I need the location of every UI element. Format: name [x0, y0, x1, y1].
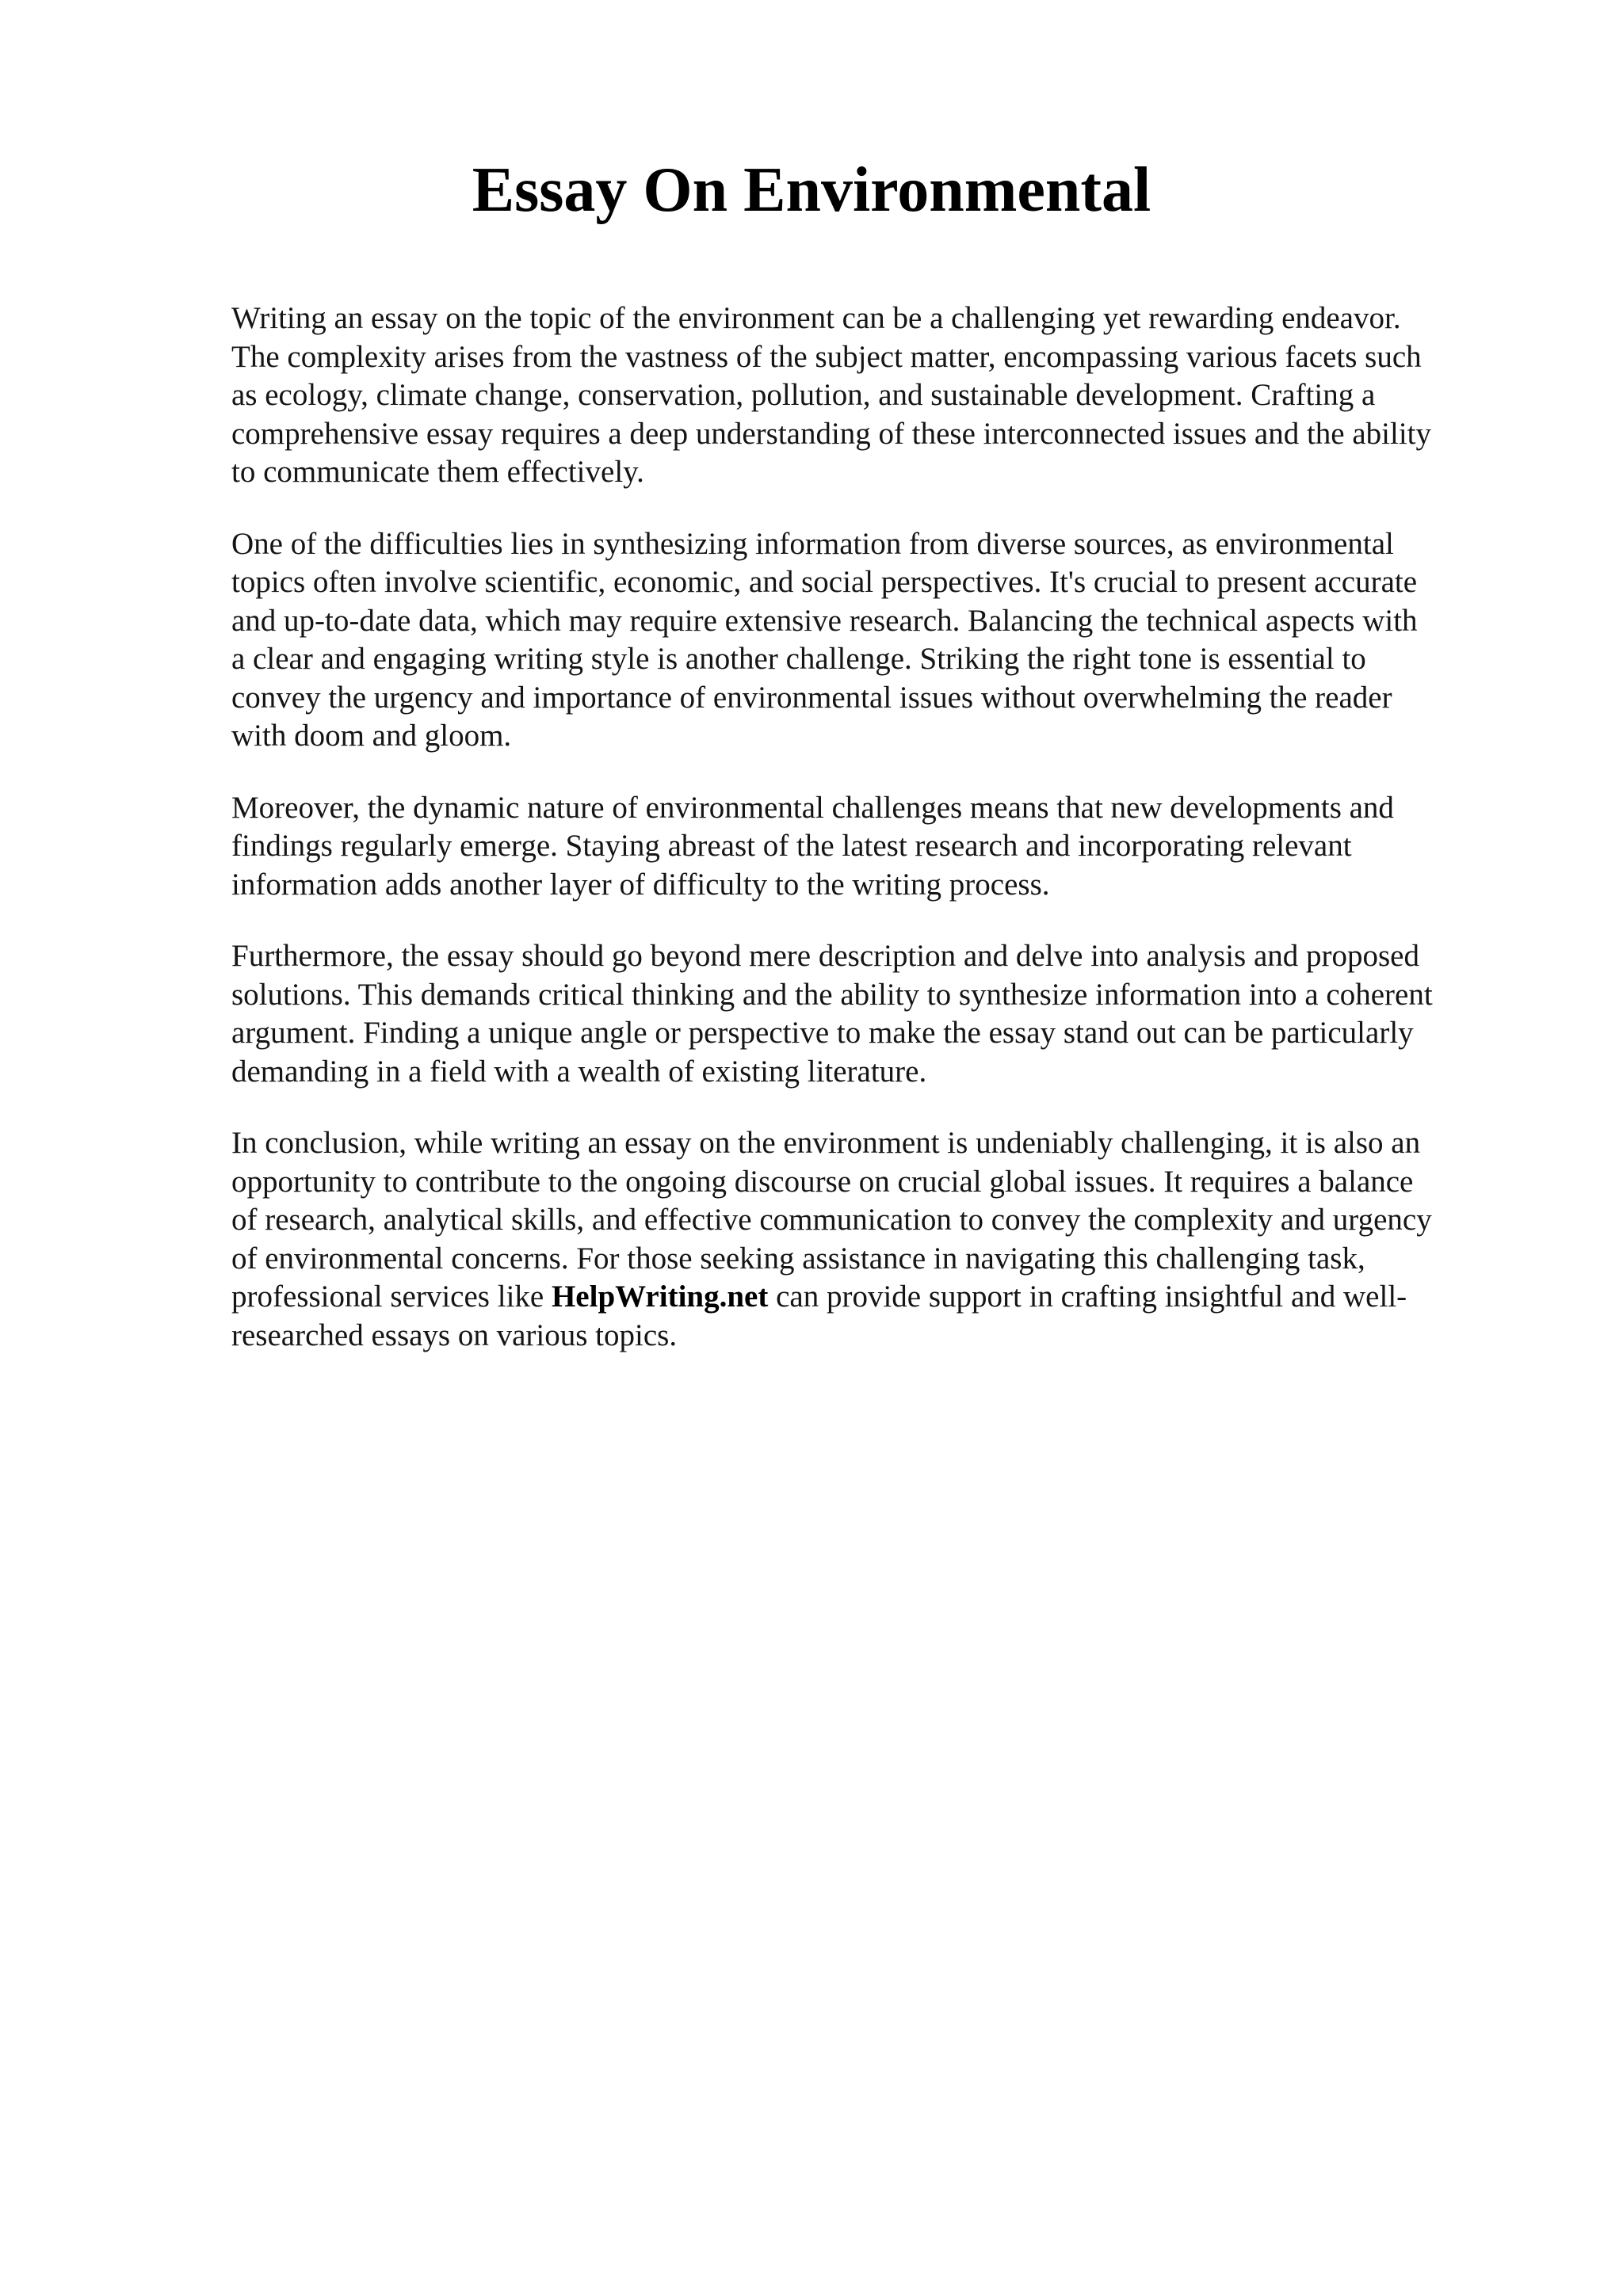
text-line: Furthermore, the essay should go beyond mere description and delve into analysis and proposed — [231, 939, 1419, 973]
text-line: findings regularly emerge. Staying abreast of the latest research and incorporating relevant — [231, 829, 1352, 863]
text-line: information adds another layer of difficulty to the writing process. — [231, 867, 1050, 902]
paragraph-1 — [231, 299, 1515, 492]
helpwriting-link[interactable]: HelpWriting.net — [551, 1280, 769, 1314]
text-line: to communicate them effectively. — [231, 455, 644, 489]
paragraph-5 — [231, 1124, 1515, 1355]
text-line: demanding in a field with a wealth of existing literature. — [231, 1054, 927, 1089]
text-segment: can provide support in crafting insightful and well- — [768, 1280, 1407, 1314]
text-line-with-link — [231, 1278, 1515, 1317]
text-line: a clear and engaging writing style is another challenge. Striking the right tone is essential to — [231, 642, 1366, 676]
text-line: of environmental concerns. For those seeking assistance in navigating this challenging task, — [231, 1241, 1365, 1276]
text-line: with doom and gloom. — [231, 719, 512, 753]
paragraph-2 — [231, 525, 1515, 756]
paragraph-4 — [231, 937, 1515, 1091]
text-segment: professional services like — [231, 1280, 552, 1314]
text-line: Writing an essay on the topic of the environment can be a challenging yet rewarding endeavor. — [231, 301, 1401, 335]
text-line: argument. Finding a unique angle or perspective to make the essay stand out can be particularly — [231, 1016, 1414, 1050]
text-line: topics often involve scientific, economic, and social perspectives. It's crucial to present accurate — [231, 565, 1418, 599]
text-line: In conclusion, while writing an essay on the environment is undeniably challenging, it is also an — [231, 1126, 1421, 1160]
text-line: convey the urgency and importance of environmental issues without overwhelming the reader — [231, 680, 1392, 715]
page-title: Essay On Environmental — [472, 155, 1151, 225]
text-line: solutions. This demands critical thinking and the ability to synthesize information into a coherent — [231, 977, 1433, 1012]
paragraph-3 — [231, 789, 1515, 905]
text-line: and up-to-date data, which may require extensive research. Balancing the technical aspects with — [231, 603, 1418, 638]
text-line: One of the difficulties lies in synthesizing information from diverse sources, as environmental — [231, 526, 1394, 561]
text-line: researched essays on various topics. — [231, 1318, 678, 1352]
text-line: as ecology, climate change, conservation, pollution, and sustainable development. Crafting a — [231, 378, 1376, 412]
text-line: The complexity arises from the vastness of the subject matter, encompassing various facets such — [231, 339, 1422, 374]
text-line: comprehensive essay requires a deep understanding of these interconnected issues and the ability — [231, 416, 1431, 451]
text-line: Moreover, the dynamic nature of environmental challenges means that new developments and — [231, 790, 1394, 825]
text-line: opportunity to contribute to the ongoing discourse on crucial global issues. It requires a balance — [231, 1164, 1414, 1199]
essay-body — [231, 299, 1515, 1388]
text-line: of research, analytical skills, and effective communication to convey the complexity and urgency — [231, 1203, 1432, 1237]
